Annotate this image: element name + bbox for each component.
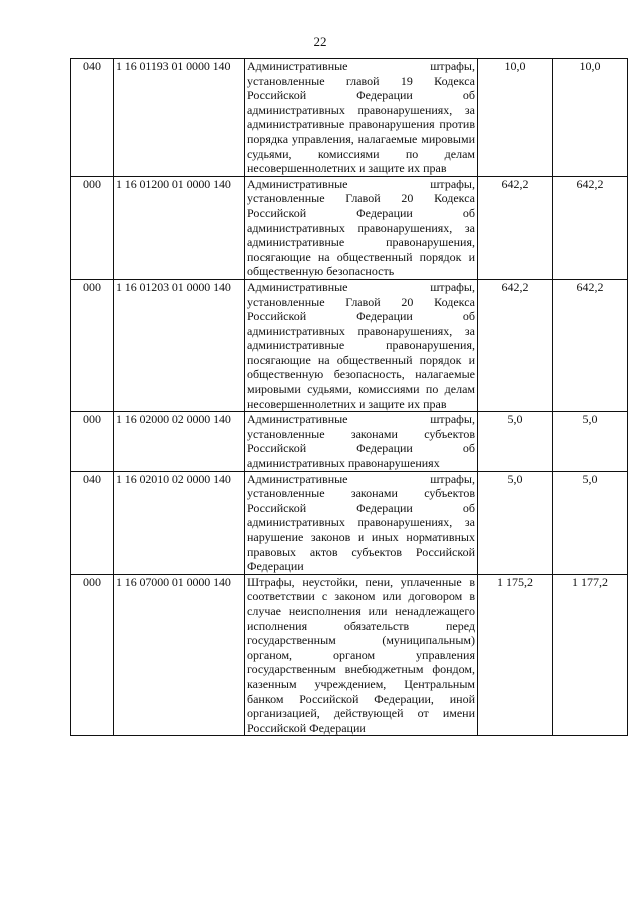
amount-cell-2: 5,0 (553, 471, 628, 574)
admin-code-cell: 000 (71, 574, 114, 736)
budget-table (70, 58, 628, 736)
amount-cell-2: 5,0 (553, 412, 628, 471)
table-row (71, 412, 628, 471)
revenue-code-cell: 1 16 07000 01 0000 140 (114, 574, 245, 736)
page-number: 22 (313, 34, 327, 49)
table-row (71, 574, 628, 736)
amount-cell-1: 642,2 (478, 176, 553, 279)
revenue-name-cell: Штрафы, неустойки, пени, уплаченные в соответствии с законом или договором в случае неисполнения или ненадлежащего исполнения обязательств перед государственным (муниципальным) органом, органом управления государственным внебюджетным фондом, казенным учреждением, Центральным банком Российской Федерации, иной организацией, действующей от имени Российской Федерации (245, 574, 478, 736)
admin-code-cell: 000 (71, 176, 114, 279)
admin-code-cell: 000 (71, 279, 114, 411)
revenue-name-cell: Административные штрафы, установленные законами субъектов Российской Федерации об административных правонарушениях (245, 412, 478, 471)
revenue-code-cell: 1 16 02010 02 0000 140 (114, 471, 245, 574)
admin-code-cell: 040 (71, 59, 114, 177)
revenue-name-cell: Административные штрафы, установленные главой 19 Кодекса Российской Федерации об административных правонарушениях, за административные правонарушения против порядка управления, налагаемые мировыми судьями, комиссиями по делам несовершеннолетних и защите их прав (245, 59, 478, 177)
revenue-name-cell: Административные штрафы, установленные Главой 20 Кодекса Российской Федерации об административных правонарушениях, за административные правонарушения, посягающие на общественный порядок и общественную безопасность, налагаемые мировыми судьями, комиссиями по делам несовершеннолетних и защите их прав (245, 279, 478, 411)
amount-cell-2: 642,2 (553, 176, 628, 279)
revenue-code-cell: 1 16 01203 01 0000 140 (114, 279, 245, 411)
amount-cell-1: 10,0 (478, 59, 553, 177)
amount-cell-2: 1 177,2 (553, 574, 628, 736)
revenue-code-cell: 1 16 02000 02 0000 140 (114, 412, 245, 471)
amount-cell-1: 1 175,2 (478, 574, 553, 736)
table-row (71, 471, 628, 574)
table-row (71, 176, 628, 279)
admin-code-cell: 040 (71, 471, 114, 574)
table-row (71, 59, 628, 177)
table-row (71, 279, 628, 411)
revenue-code-cell: 1 16 01200 01 0000 140 (114, 176, 245, 279)
revenue-name-cell: Административные штрафы, установленные Главой 20 Кодекса Российской Федерации об административных правонарушениях, за административные правонарушения, посягающие на общественный порядок и общественную безопасность (245, 176, 478, 279)
amount-cell-2: 642,2 (553, 279, 628, 411)
admin-code-cell: 000 (71, 412, 114, 471)
amount-cell-1: 5,0 (478, 412, 553, 471)
amount-cell-1: 5,0 (478, 471, 553, 574)
revenue-name-cell: Административные штрафы, установленные законами субъектов Российской Федерации об административных правонарушениях, за нарушение законов и иных нормативных правовых актов субъектов Российской Федерации (245, 471, 478, 574)
revenue-code-cell: 1 16 01193 01 0000 140 (114, 59, 245, 177)
amount-cell-2: 10,0 (553, 59, 628, 177)
amount-cell-1: 642,2 (478, 279, 553, 411)
